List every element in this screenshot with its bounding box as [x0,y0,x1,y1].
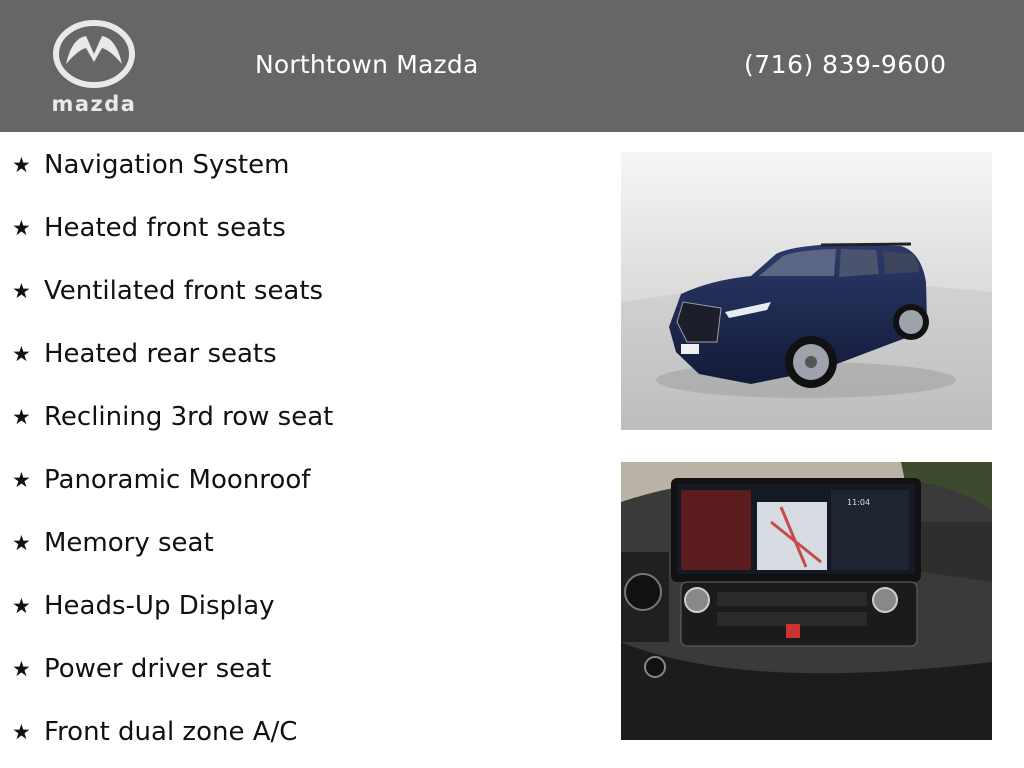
feature-label: Power driver seat [44,654,272,684]
feature-label: Panoramic Moonroof [44,465,311,495]
star-icon: ★ [12,593,31,618]
dealer-phone[interactable]: (716) 839-9600 [744,50,947,79]
star-icon: ★ [12,341,31,366]
feature-label: Heads-Up Display [44,591,275,621]
interior-photo[interactable] [621,462,992,740]
exterior-photo[interactable] [621,152,992,430]
star-icon: ★ [12,467,31,492]
svg-text:11:04: 11:04 [847,498,871,507]
svg-text:mazda: mazda [51,94,137,114]
feature-label: Heated front seats [44,213,286,243]
feature-label: Heated rear seats [44,339,277,369]
feature-label: Navigation System [44,150,290,180]
mazda-logo[interactable] [42,20,146,116]
dealer-name: Northtown Mazda [255,50,479,79]
mazda-wordmark [42,94,146,114]
star-icon: ★ [12,656,31,681]
star-icon: ★ [12,152,31,177]
feature-label: Memory seat [44,528,214,558]
mazda-emblem-icon [52,20,136,88]
star-icon: ★ [12,404,31,429]
star-icon: ★ [12,215,31,240]
suv-exterior-icon [621,152,992,430]
star-icon: ★ [12,719,31,744]
star-icon: ★ [12,530,31,555]
feature-label: Reclining 3rd row seat [44,402,334,432]
feature-label: Ventilated front seats [44,276,324,306]
feature-label: Front dual zone A/C [44,717,298,747]
star-icon: ★ [12,278,31,303]
dealer-header [0,0,1024,132]
dashboard-interior-icon [621,462,992,740]
